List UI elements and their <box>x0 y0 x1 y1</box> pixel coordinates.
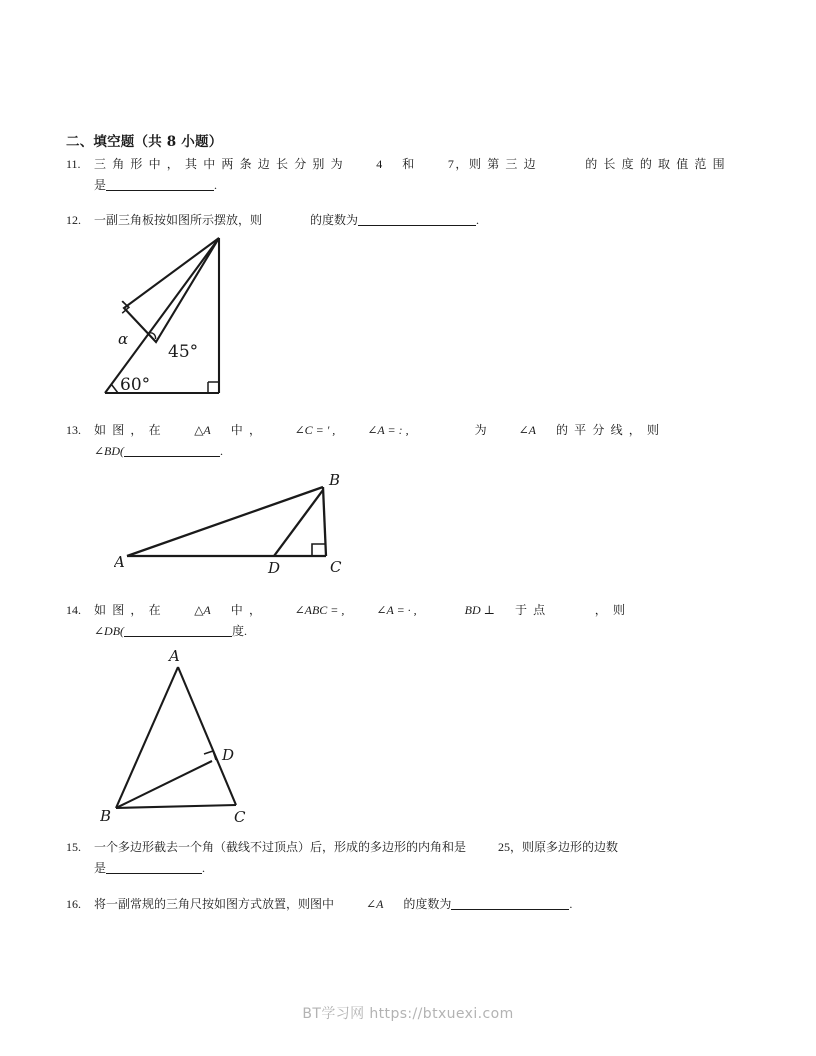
question-11 <box>66 155 766 194</box>
question-12-answer-blank[interactable] <box>358 225 476 226</box>
triangle-abc-with-altitude-figure <box>100 645 275 835</box>
edge-AB <box>116 667 178 808</box>
question-14-angle-a: ∠A = · , <box>376 603 417 617</box>
edge-AC <box>178 667 236 805</box>
question-13-answer-label: ∠BD( <box>94 443 125 458</box>
edge-BD <box>274 490 323 556</box>
question-15-value: 25，则原多边形的边数 <box>498 840 619 854</box>
right-angle-mark-C <box>312 544 325 556</box>
question-11-text-b: 和 <box>402 157 416 171</box>
label-D: D <box>268 559 281 577</box>
right-angle-mark-D <box>204 751 216 760</box>
label-angle-45: 45° <box>168 342 199 362</box>
question-13-angle-a: ∠A = : , <box>367 423 409 437</box>
question-11-answer-blank[interactable] <box>106 190 214 191</box>
question-13-number: 13. <box>66 423 81 437</box>
question-13 <box>66 421 772 460</box>
site-watermark: BT学习网 https://btxuexi.com <box>302 1006 514 1022</box>
label-C: C <box>234 808 246 826</box>
figure-question-12 <box>96 232 236 404</box>
edge-BC <box>116 805 236 808</box>
question-16-number: 16. <box>66 897 81 911</box>
question-13-text-a: 如 图 ， 在 <box>94 423 163 437</box>
edge-small-board <box>124 238 219 342</box>
question-14-text-b: 中 ， <box>230 603 263 617</box>
question-11-value-2: 7，则 第 三 边 <box>447 157 538 171</box>
question-12-period: . <box>476 213 480 227</box>
triangle-abc-with-bisector-figure <box>114 468 364 578</box>
question-13-angle-c: ∠C = ' , <box>294 423 336 437</box>
question-12-number: 12. <box>66 213 81 227</box>
question-14-unit: 度. <box>232 623 248 638</box>
question-13-text-c: 为 <box>474 423 487 437</box>
question-14-bd-perp: BD ⊥ <box>464 603 495 617</box>
label-B: B <box>100 807 112 825</box>
question-15-period: . <box>202 860 206 875</box>
question-14-angle-abc: ∠ABC = , <box>294 603 345 617</box>
question-12-text-a: 一副三角板按如图所示摆放，则 <box>94 213 263 227</box>
section-heading: 二、填空题（共 8 小题） <box>66 134 223 150</box>
label-A: A <box>114 553 125 571</box>
question-14-triangle-name: △A <box>194 603 211 617</box>
figure-question-14 <box>100 645 275 835</box>
question-13-answer-blank[interactable] <box>124 456 220 457</box>
angle-mark-60 <box>112 385 119 394</box>
question-13-angle-a-2: ∠A <box>518 423 536 437</box>
question-13-period: . <box>220 443 224 458</box>
question-16 <box>66 895 772 914</box>
label-A: A <box>169 647 180 665</box>
edge-BD <box>116 761 212 808</box>
question-14-number: 14. <box>66 603 81 617</box>
label-B: B <box>329 471 341 489</box>
question-12 <box>66 211 766 230</box>
question-16-period: . <box>569 897 573 911</box>
question-15 <box>66 838 772 877</box>
question-13-triangle-name: △A <box>194 423 211 437</box>
question-15-text-b: 是 <box>94 860 107 875</box>
edge-hypotenuse-60 <box>105 238 219 393</box>
question-14-answer-blank[interactable] <box>124 636 232 637</box>
question-16-text-b: 的度数为 <box>403 897 452 911</box>
question-16-text-a: 将一副常规的三角尺按如图方式放置，则图中 <box>94 897 335 911</box>
edge-AB <box>127 487 323 556</box>
question-12-text-b: 的度数为 <box>310 213 359 227</box>
label-D: D <box>222 746 235 764</box>
label-C: C <box>330 558 342 576</box>
question-14-text-d: ， 则 <box>594 603 627 617</box>
figure-question-13 <box>114 468 364 578</box>
question-14 <box>66 601 772 640</box>
question-14-text-c: 于 点 <box>514 603 547 617</box>
question-11-period: . <box>214 177 218 192</box>
question-14-text-a: 如 图 ， 在 <box>94 603 163 617</box>
label-angle-60: 60° <box>120 375 151 395</box>
edge-BC <box>323 487 326 556</box>
question-11-text-a: 三 角 形 中 ， 其 中 两 条 边 长 分 别 为 <box>94 157 345 171</box>
question-11-text-d: 是 <box>94 177 107 192</box>
question-15-answer-blank[interactable] <box>106 873 202 874</box>
question-16-answer-blank[interactable] <box>451 909 569 910</box>
label-alpha: α <box>118 330 129 348</box>
question-15-number: 15. <box>66 840 81 854</box>
question-14-answer-label: ∠DB( <box>94 623 125 638</box>
question-15-text-a: 一个多边形截去一个角（截线不过顶点）后，形成的多边形的内角和是 <box>94 840 467 854</box>
question-11-text-c: 的 长 度 的 取 值 范 围 <box>585 157 727 171</box>
question-11-number: 11. <box>66 157 81 171</box>
question-16-angle-a: ∠A <box>366 897 384 911</box>
triangle-boards-figure <box>96 232 236 404</box>
question-13-text-d: 的 平 分 线 ， 则 <box>555 423 661 437</box>
question-13-text-b: 中 ， <box>230 423 263 437</box>
question-11-value-1: 4 <box>376 157 383 171</box>
